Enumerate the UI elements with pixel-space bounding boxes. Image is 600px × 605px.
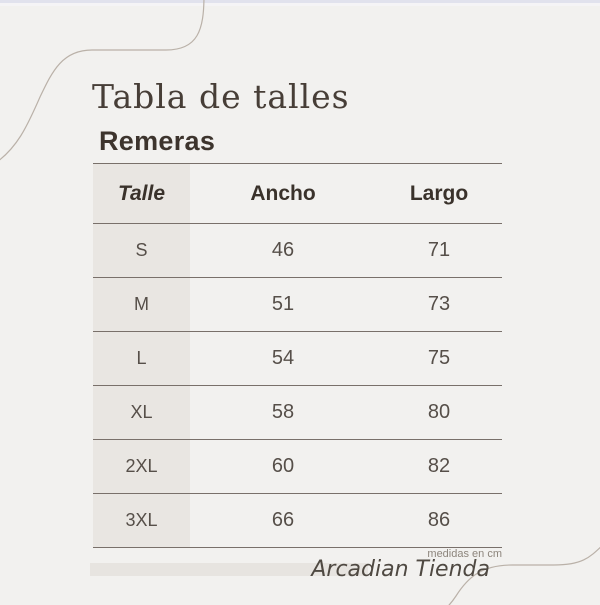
table-row (93, 494, 502, 548)
size-cell: 3XL (93, 494, 190, 548)
size-cell: XL (93, 386, 190, 440)
largo-cell: 82 (376, 440, 502, 494)
column-header-talle: Talle (93, 164, 190, 224)
column-header-largo: Largo (409, 181, 469, 205)
size-cell: M (93, 278, 190, 332)
page-title: Tabla de talles (92, 77, 350, 116)
ancho-cell: 46 (190, 224, 376, 278)
table-row (93, 224, 502, 278)
ancho-cell: 51 (190, 278, 376, 332)
largo-cell: 80 (376, 386, 502, 440)
table-row (93, 332, 502, 386)
units-note: medidas en cm (427, 548, 502, 560)
largo-cell: 71 (376, 224, 502, 278)
table-row (93, 386, 502, 440)
column-header-ancho: Ancho (250, 181, 316, 205)
ancho-cell: 60 (190, 440, 376, 494)
table-row (93, 440, 502, 494)
brand-name: Arcadian Tienda (311, 557, 490, 582)
ancho-cell: 58 (190, 386, 376, 440)
size-cell: S (93, 224, 190, 278)
largo-cell: 86 (376, 494, 502, 548)
size-table (93, 163, 502, 548)
largo-cell: 73 (376, 278, 502, 332)
size-cell: 2XL (93, 440, 190, 494)
section-title: Remeras (99, 126, 216, 156)
largo-cell: 75 (376, 332, 502, 386)
ancho-cell: 54 (190, 332, 376, 386)
table-header-row (93, 164, 502, 224)
top-edge-strip-light (0, 3, 600, 6)
table-row (93, 278, 502, 332)
ancho-cell: 66 (190, 494, 376, 548)
size-cell: L (93, 332, 190, 386)
